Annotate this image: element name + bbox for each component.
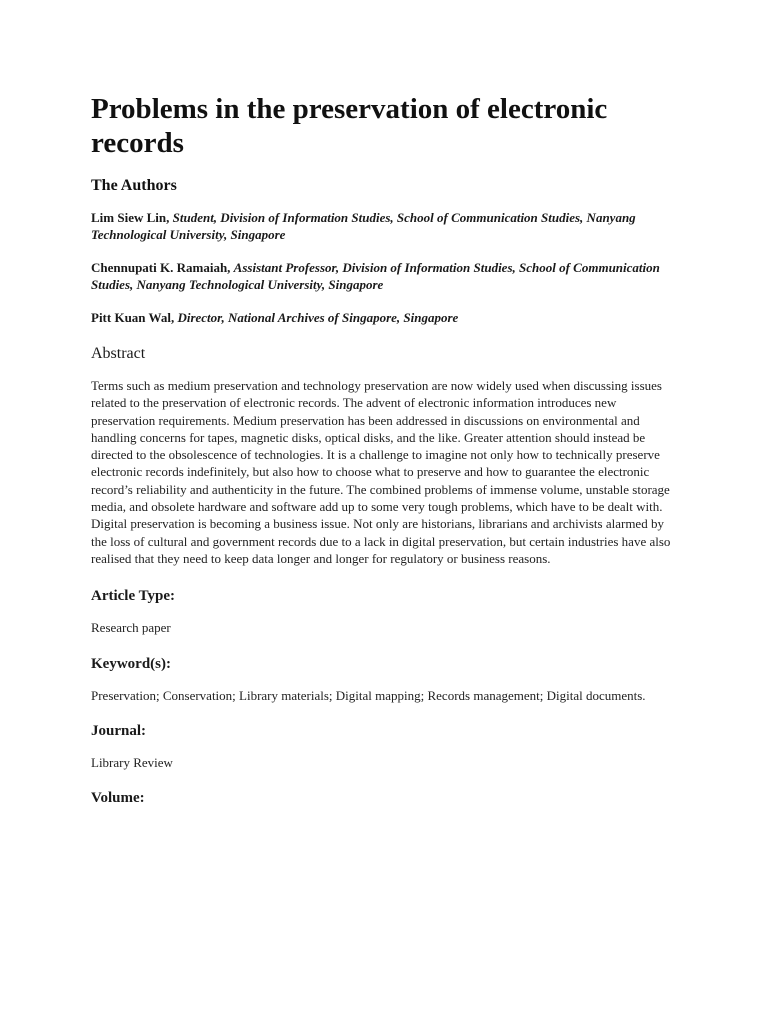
document-page (91, 92, 673, 821)
abstract-heading: Abstract (91, 345, 146, 362)
journal-value: Library Review (91, 754, 173, 770)
abstract-text: Terms such as medium preservation and technology preservation are now widely used when discussing issues related to the preservation of electronic records. The advent of electronic information introduces new preservation requirements. Medium preservation has been addressed in discussions on environmental and handling concerns for tapes, magnetic disks, optical disks, and the like. Greater attention should instead be directed to the obsolescence of technologies. It is a challenge to imagine not only how to technically preserve electronic records indefinitely, but also how to choose what to preserve and how to guarantee the electronic record’s reliability and authenticity in the future. The combined problems of immense volume, unstable storage media, and obsolete hardware and software add up to some very tough problems, which have to be dealt with. Digital preservation is becoming a business issue. Not only are historians, librarians and archivists alarmed by the loss of cultural and government records due to a lack in digital preservation, but certain industries have also realised that they need to keep data longer and longer for regulatory or business reasons. (91, 378, 671, 566)
authors-heading: The Authors (91, 177, 177, 194)
author-affiliation: Student, Division of Information Studies, School of Communication Studies, Nanyang Technological University, Singapore (91, 210, 636, 242)
author-affiliation: Assistant Professor, Division of Information Studies, School of Communication Studies, Nanyang Technological University, Singapore (91, 260, 660, 292)
author-name: Pitt Kuan Wal, (91, 310, 175, 325)
journal-heading: Journal: (91, 722, 147, 739)
article-type-heading: Article Type: (91, 588, 176, 605)
author-entry-2 (91, 259, 673, 293)
author-entry-1 (91, 209, 673, 243)
author-entry-3 (91, 309, 673, 326)
keywords-value: Preservation; Conservation; Library materials; Digital mapping; Records management; Digital documents. (91, 687, 646, 703)
keywords-heading: Keyword(s): (91, 655, 171, 672)
article-type-value: Research paper (91, 620, 171, 636)
volume-heading: Volume: (91, 790, 145, 807)
document-title: Problems in the preservation of electronic records (91, 93, 608, 159)
author-name: Lim Siew Lin, (91, 210, 170, 225)
author-affiliation: Director, National Archives of Singapore, Singapore (177, 310, 459, 325)
author-name: Chennupati K. Ramaiah, (91, 260, 231, 275)
